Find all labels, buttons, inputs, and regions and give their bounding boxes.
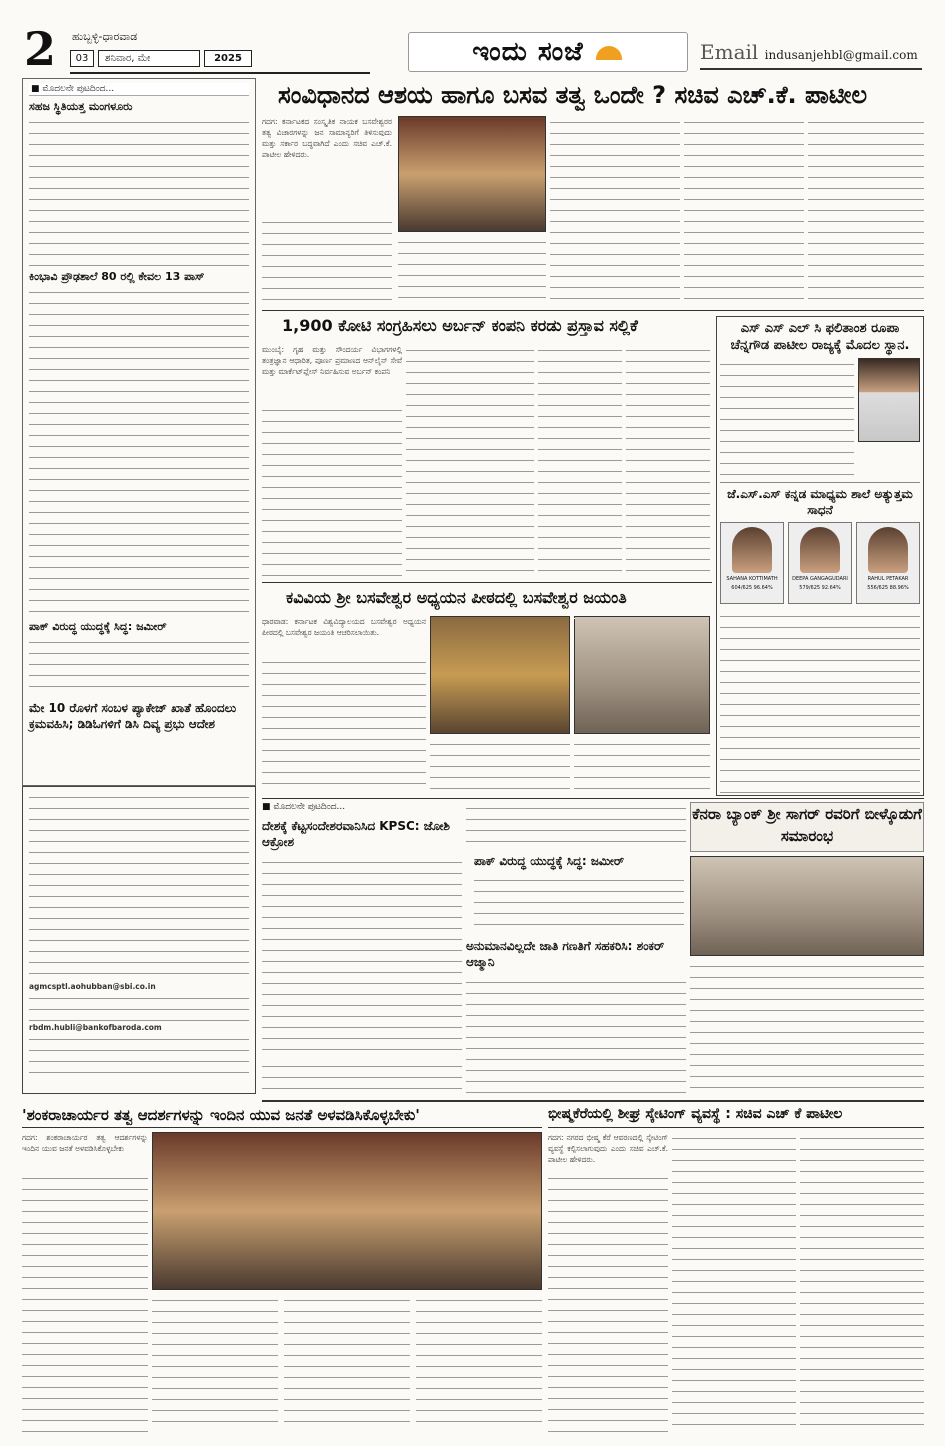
sslc-subheadline: ಜೆ.ಎಸ್.ಎಸ್ ಕನ್ನಡ ಮಾಧ್ಯಮ ಶಾಲೆ ಅತ್ಯುತ್ತಮ ಸಾಧನೆ (720, 482, 920, 518)
basava-headline: ಕವಿವಿಯ ಶ್ರೀ ಬಸವೇಶ್ವರ ಅಧ್ಯಯನ ಪೀಠದಲ್ಲಿ ಬಸವೇಶ್ವರ ಜಯಂತಿ (286, 588, 627, 607)
sun-icon (596, 46, 622, 60)
pak-headline: ಪಾಕ್ ವಿರುದ್ಧ ಯುದ್ಧಕ್ಕೆ ಸಿದ್ಧ: ಜಮೀರ್ (474, 854, 625, 868)
urban-company-body (626, 344, 710, 576)
story-body (29, 791, 249, 981)
urban-company-lead: ಮುಂಬೈ: ಗೃಹ ಮತ್ತು ಸೌಂದರ್ಯ ವಿಭಾಗಗಳಲ್ಲಿ ತಂತ್ರಜ್ಞಾನ ಆಧಾರಿತ, ಪೂರ್ಣ ಪ್ರಮಾಣದ ಆನ್‌ಲೈನ್ ಸೇವೆ ಮತ್ತು ಮಾರ್ಕೆಟ್‌ಪ್ಲೇಸ್ ನಿರ್ವಹಿಸುವ ಅರ್ಬನ್ ಕಂಪನಿ (262, 345, 402, 376)
email-label: Email (700, 40, 759, 64)
story-body (29, 1033, 249, 1073)
skating-body (672, 1132, 796, 1432)
sslc-body (720, 358, 854, 478)
shankara-body (22, 1172, 148, 1432)
top-story-body (550, 116, 680, 306)
basava-photo-statue (430, 616, 570, 734)
shankara-body (284, 1294, 410, 1432)
basava-lead: ಧಾರವಾಡ: ಕರ್ನಾಟಕ ವಿಶ್ವವಿದ್ಯಾಲಯದ ಬಸವೇಶ್ವರ ಅಧ್ಯಯನ ಪೀಠದಲ್ಲಿ ಬಸವೇಶ್ವರ ಜಯಂತಿ ಆಚರಿಸಲಾಯಿತು. (262, 617, 426, 637)
student-photo (868, 527, 908, 573)
spacer (574, 618, 575, 619)
canara-body (690, 960, 924, 1096)
story-body (29, 992, 249, 1022)
divider (262, 310, 924, 311)
masthead-rule-right (700, 68, 922, 70)
student-card (720, 522, 784, 604)
student-photo (858, 358, 920, 442)
shankara-headline: 'ಶಂಕರಾಚಾರ್ಯರ ತತ್ವ ಆದರ್ಶಗಳನ್ನು ಇಂದಿನ ಯುವ ಜನತೆ ಅಳವಡಿಸಿಕೊಳ್ಳಬೇಕು' (22, 1106, 542, 1128)
skating-body (800, 1132, 924, 1432)
issue-number: 03 (70, 50, 94, 67)
top-story-photo (398, 116, 546, 232)
divider (262, 582, 712, 583)
shankara-body (152, 1294, 278, 1432)
urban-company-headline: 1,900 ಕೋಟಿ ಸಂಗ್ರಹಿಸಲು ಅರ್ಬನ್ ಕಂಪನಿ ಕರಡು ಪ್ರಸ್ತಾವ ಸಲ್ಲಿಕೆ (282, 316, 638, 335)
story-headline: ಕಿಂಭಾವಿ ಪ್ರೌಢಶಾಲೆ 80 ರಲ್ಲಿ ಕೇವಲ 13 ಪಾಸ್ (29, 270, 205, 283)
student-card (788, 522, 852, 604)
story-headline: ಮೇ 10 ರೊಳಗೆ ಸಂಬಳ ಪ್ಯಾಕೇಜ್ ಖಾತೆ ಹೊಂದಲು ಕ್ರಮವಹಿಸಿ; ಡಿಡಿಓಗಳಿಗೆ ಡಿಸಿ ದಿವ್ಯ ಪ್ರಭು ಆದೇಶ (29, 701, 237, 731)
section-tag: ■ ಮೊದಲನೇ ಪುಟದಿಂದ... (262, 802, 346, 812)
contact-email: agmcsptl.aohubban@sbi.co.in (29, 982, 156, 991)
student-name: DEEPA GANGAGUDARI (792, 576, 848, 582)
student-card (856, 522, 920, 604)
student-name: SAHANA KOTTIMATH (726, 576, 778, 582)
student-score: 556/625 88.96% (867, 585, 909, 591)
student-photo (800, 527, 840, 573)
urban-company-body (538, 344, 622, 576)
contact-email: rbdm.hubli@bankofbaroda.com (29, 1023, 162, 1032)
caste-census-headline: ಅನುಮಾನವಿಲ್ಲದೇ ಜಾತಿ ಗಣತಿಗೆ ಸಹಕರಿಸಿ: ಶಂಕರ್ ಆಜ್ಮಾನಿ (466, 939, 665, 969)
basava-body (262, 656, 426, 792)
paper-logo (408, 32, 688, 72)
basava-body (574, 738, 710, 794)
kpsc-body (466, 802, 686, 850)
page-number: 2 (24, 26, 57, 72)
pak-body (474, 874, 684, 934)
masthead-rule (70, 72, 370, 74)
divider (262, 798, 924, 799)
divider (262, 1100, 924, 1102)
top-story-body (808, 116, 924, 306)
sslc-body (720, 610, 920, 796)
skating-lead: ಗದಗ: ನಗರದ ಭೀಷ್ಮ ಕೆರೆ ಆವರಣದಲ್ಲಿ ಸ್ಕೇಟಿಂಗ್ ವ್ಯವಸ್ಥೆ ಕಲ್ಪಿಸಲಾಗುವುದು ಎಂದು ಸಚಿವ ಎಚ್.ಕೆ. ಪಾಟೀಲ ಹೇಳಿದರು. (548, 1133, 668, 1164)
left-column (22, 78, 256, 786)
story-body (29, 636, 249, 696)
canara-headline: ಕೆನರಾ ಬ್ಯಾಂಕ್ ಶ್ರೀ ಸಾಗರ್ ರವರಿಗೆ ಬೀಳ್ಕೊಡುಗೆ ಸಮಾರಂಭ (690, 802, 924, 852)
top-story-body (262, 216, 392, 306)
sslc-story (716, 316, 924, 796)
student-name: RAHUL PETAKAR (867, 576, 909, 582)
story-headline: ಸಹಜ ಸ್ಥಿತಿಯತ್ತ ಮಂಗಳೂರು (29, 100, 133, 113)
basava-body (430, 738, 570, 794)
student-score: 579/625 92.64% (799, 585, 841, 591)
email-block (700, 40, 918, 64)
top-story-body (398, 236, 546, 306)
top-story-headline: ಸಂವಿಧಾನದ ಆಶಯ ಹಾಗೂ ಬಸವ ತತ್ವ ಒಂದೇ ? ಸಚಿವ ಎಚ್.ಕೆ. ಪಾಟೀಲ (278, 81, 868, 109)
paper-name: ಇಂದು ಸಂಜೆ (472, 37, 584, 67)
student-score: 604/625 96.64% (731, 585, 773, 591)
shankara-body (416, 1294, 542, 1432)
shankara-photo (152, 1132, 542, 1290)
canara-photo (690, 856, 924, 956)
story-body (29, 116, 249, 266)
section-tag: ■ ಮೊದಲನೇ ಪುಟದಿಂದ... (29, 83, 249, 96)
kpsc-body (262, 1060, 462, 1096)
story-body (29, 286, 249, 616)
email-address[interactable]: indusanjehbl@gmail.com (764, 48, 918, 62)
left-column-continued (22, 786, 256, 1094)
skating-body (548, 1172, 668, 1432)
basava-photo-group (574, 616, 710, 734)
caste-census-body (466, 976, 686, 1096)
shankara-lead: ಗದಗ: ಶಂಕರಾಚಾರ್ಯರ ತತ್ವ ಆದರ್ಶಗಳನ್ನು ಇಂದಿನ ಯುವ ಜನತೆ ಅಳವಡಿಸಿಕೊಳ್ಳಬೇಕು (22, 1133, 148, 1153)
edition-city: ಹುಬ್ಬಳ್ಳಿ-ಧಾರವಾಡ (72, 30, 138, 43)
kpsc-body (262, 856, 462, 1056)
skating-headline: ಭೀಷ್ಮಕೆರೆಯಲ್ಲಿ ಶೀಘ್ರ ಸ್ಕೇಟಿಂಗ್ ವ್ಯವಸ್ಥೆ : ಸಚಿವ ಎಚ್ ಕೆ ಪಾಟೀಲ (548, 1106, 924, 1128)
issue-year: 2025 (204, 50, 252, 67)
top-story-lead: ಗದಗ: ಕರ್ನಾಟಕದ ಸಂಸ್ಕೃತಿಕ ನಾಯಕ ಬಸವೇಶ್ವರರ ತತ್ವ ವಿಚಾರಗಳನ್ನು ಜನ ಸಾಮಾನ್ಯರಿಗೆ ತಿಳಿಸುವುದು ಮತ್ತು ಸರ್ಕಾರ ಬದ್ಧವಾಗಿದೆ ಎಂದು ಸಚಿವ ಎಚ್.ಕೆ. ಪಾಟೀಲ ಹೇಳಿದರು. (262, 117, 392, 159)
top-story-body (684, 116, 804, 306)
student-photo (732, 527, 772, 573)
story-headline: ಪಾಕ್ ವಿರುದ್ಧ ಯುದ್ಧಕ್ಕೆ ಸಿದ್ಧ: ಜಮೀರ್ (29, 620, 167, 633)
sslc-headline: ಎಸ್ ಎಸ್ ಎಲ್ ಸಿ ಫಲಿತಾಂಶ ರೂಪಾ ಚೆನ್ನಗೌಡ ಪಾಟೀಲ ರಾಜ್ಯಕ್ಕೆ ಮೊದಲ ಸ್ಥಾನ. (730, 321, 910, 353)
urban-company-body (262, 404, 402, 576)
issue-day: ಶನಿವಾರ, ಮೇ (98, 50, 200, 67)
urban-company-body (406, 344, 534, 576)
kpsc-headline: ದೇಶಕ್ಕೆ ಕೆಟ್ಟಸಂದೇಶರವಾನಿಸಿದ KPSC: ಜೋಶಿ ಆಕ್ರೋಶ (262, 819, 451, 849)
